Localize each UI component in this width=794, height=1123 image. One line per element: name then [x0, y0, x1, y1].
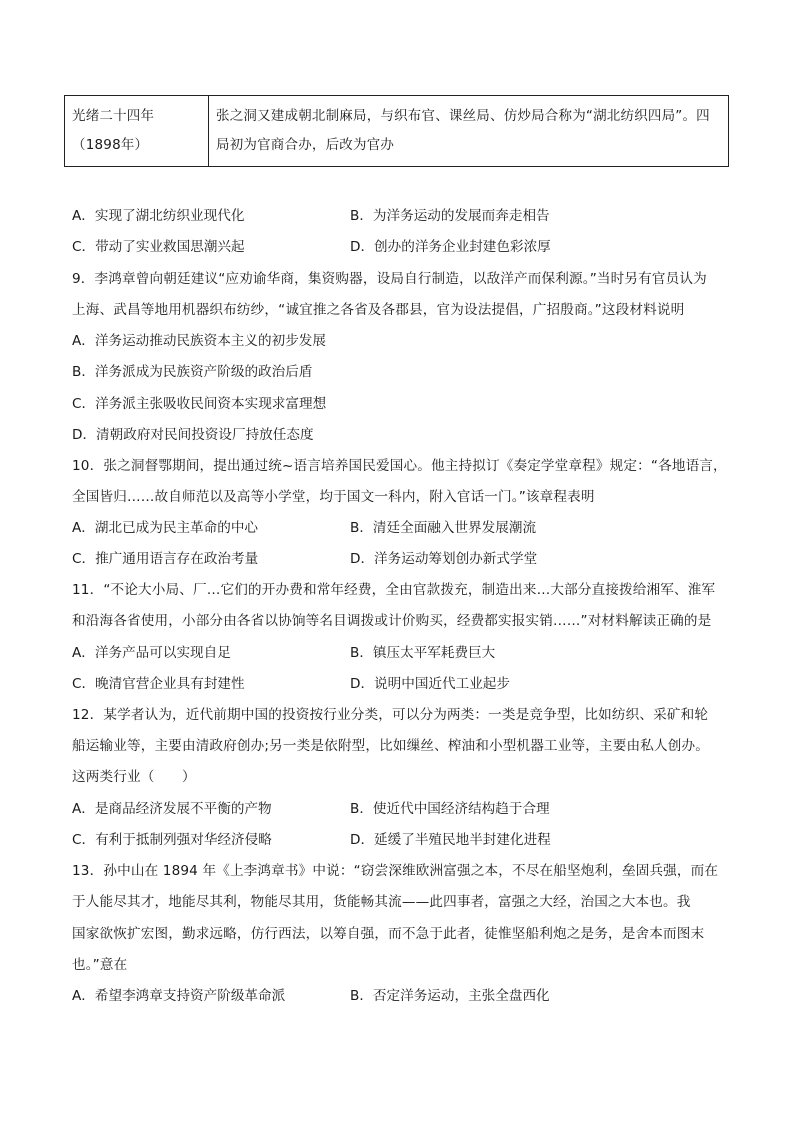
q9-option-b: B．洋务派成为民族资产阶级的政治后盾 [72, 364, 313, 380]
q11-stem-line-1: 11．“不论大小局、厂…它们的开办费和常年经费，全由官款拨充，制造出来…大部分直接拨给湘军、淮军 [72, 582, 716, 598]
q13-stem-line-4: 也。”意在 [72, 957, 128, 973]
q10-option-b: B．清廷全面融入世界发展潮流 [350, 520, 537, 536]
q8-option-c: C．带动了实业救国思潮兴起 [72, 239, 245, 255]
q12-stem-line-1: 12．某学者认为，近代前期中国的投资按行业分类，可以分为两类：一类是竞争型，比如纺织、采矿和轮 [72, 707, 709, 723]
q9-option-a: A．洋务运动推动民族资本主义的初步发展 [72, 333, 326, 349]
q12-option-b: B．使近代中国经济结构趋于合理 [350, 801, 550, 817]
q8-option-b: B．为洋务运动的发展而奔走相告 [350, 208, 550, 224]
q10-stem-line-1: 10．张之洞督鄂期间，提出通过统~语言培养国民爱国心。他主持拟订《奏定学堂章程》规定：“各地语言， [72, 458, 727, 474]
q13-option-b: B．否定洋务运动，主张全盘西化 [350, 988, 550, 1004]
q11-option-b: B．镇压太平军耗费巨大 [350, 645, 496, 661]
q12-option-c: C．有利于抵制列强对华经济侵略 [72, 832, 272, 848]
q10-option-a: A．湖北已成为民主革命的中心 [72, 520, 259, 536]
q13-stem-line-3: 国家欲恢扩宏图，勤求远略，仿行西法，以筹自强，而不急于此者，徒惟坚船利炮之是务，是舍本而图末 [72, 926, 705, 942]
q10-option-c: C．推广通用语言存在政治考量 [72, 551, 259, 567]
q9-option-c: C．洋务派主张吸收民间资本实现求富理想 [72, 396, 327, 412]
q13-stem-line-2: 于人能尽其才，地能尽其利，物能尽其用，货能畅其流——此四事者，富强之大经，治国之大本也。我 [72, 894, 691, 910]
q8-option-d: D．创办的洋务企业封建色彩浓厚 [350, 239, 551, 255]
q13-option-a: A．希望李鸿章支持资产阶级革命派 [72, 988, 286, 1004]
table-cell-year [65, 96, 209, 166]
table-year-text: 光绪二十四年（1898年） [72, 108, 155, 153]
q11-option-d: D．说明中国近代工业起步 [350, 676, 510, 692]
q11-option-a: A．洋务产品可以实现自足 [72, 645, 231, 661]
q12-stem-line-2: 船运输业等，主要由清政府创办;另一类是依附型，比如缫丝、榨油和小型机器工业等，主要由私人创办。 [72, 738, 709, 754]
q10-stem-line-2: 全国皆归……故自师范以及高等小学堂，均于国文一科内，附入官话一门。”该章程表明 [72, 489, 595, 505]
q9-stem-line-2: 上海、武昌等地用机器织布纺纱，“诚宜推之各省及各郡县，官为设法提倡，广招殷商。”这段材料说明 [72, 302, 685, 318]
info-table [64, 95, 729, 167]
q8-option-a: A．实现了湖北纺织业现代化 [72, 208, 245, 224]
q9-option-d: D．清朝政府对民间投资设厂持放任态度 [72, 427, 314, 443]
q12-option-a: A．是商品经济发展不平衡的产物 [72, 801, 272, 817]
q10-option-d: D．洋务运动筹划创办新式学堂 [350, 551, 538, 567]
q12-stem-line-3: 这两类行业（ ） [72, 769, 196, 785]
table-cell-content [209, 96, 728, 166]
q9-stem-line-1: 9．李鸿章曾向朝廷建议“应劝谕华商，集资购器，设局自行制造，以敌洋产而保利源。”当时另有官员认为 [72, 271, 707, 287]
q12-option-d: D．延缓了半殖民地半封建化进程 [350, 832, 551, 848]
q11-option-c: C．晚清官营企业具有封建性 [72, 676, 245, 692]
table-content-text: 张之洞又建成朝北制麻局，与织布官、课丝局、仿炒局合称为“湖北纺织四局”。四局初为官商合办，后改为官办 [216, 108, 710, 153]
q13-stem-line-1: 13．孙中山在 1894 年《上李鸿章书》中说：“窃尝深维欧洲富强之本，不尽在船坚炮利，垒固兵强，而在 [72, 863, 719, 879]
q11-stem-line-2: 和沿海各省使用，小部分由各省以协饷等名目调拨或计价购买，经费都实报实销……”对材料解读正确的是 [72, 613, 712, 629]
